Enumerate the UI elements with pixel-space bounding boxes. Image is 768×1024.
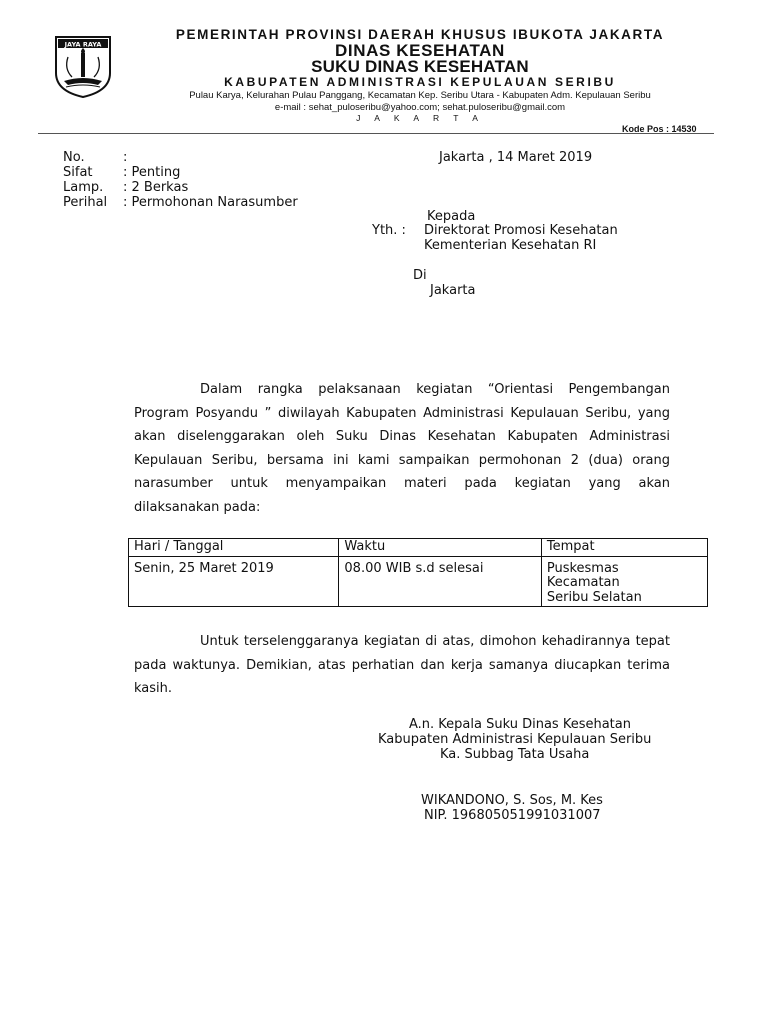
header-address: Pulau Karya, Kelurahan Pulau Panggang, Kecamatan Kep. Seribu Utara - Kabupaten Adm. Kepulauan Seribu [189,90,651,101]
header-department: DINAS KESEHATAN [335,41,505,60]
recipient-place: Jakarta [430,283,476,298]
sifat-label: Sifat [63,165,93,180]
perihal-value: : Permohonan Narasumber [123,195,298,210]
header-sub-department: SUKU DINAS KESEHATAN [311,57,529,76]
yth-label: Yth. : [372,223,406,238]
perihal-label: Perihal [63,195,108,210]
header-regency: KABUPATEN ADMINISTRASI KEPULAUAN SERIBU [224,75,616,89]
signature-line-1: A.n. Kepala Suku Dinas Kesehatan [409,717,631,732]
schedule-day: Senin, 25 Maret 2019 [129,556,339,607]
paragraph-line: dilaksanakan pada: [134,499,261,515]
schedule-time: 08.00 WIB s.d selesai [339,556,541,607]
schedule-table [128,538,708,607]
signature-line-2: Kabupaten Administrasi Kepulauan Seribu [378,732,652,747]
paragraph-line: Kepulauan Seribu, bersama ini kami sampaikan permohonan 2 (dua) orang [134,452,670,468]
no-label: No. [63,150,85,165]
signature-line-3: Ka. Subbag Tata Usaha [440,747,590,762]
letter-date: Jakarta , 14 Maret 2019 [439,150,593,165]
schedule-place-line: Seribu Selatan [546,589,642,605]
header-city: J A K A R T A [356,113,484,123]
kepada-label: Kepada [427,209,476,224]
signatory-nip: NIP. 196805051991031007 [424,808,601,823]
paragraph-line: akan diselenggarakan oleh Suku Dinas Kesehatan Kabupaten Administrasi [134,429,670,444]
paragraph-line: Dalam rangka pelaksanaan kegiatan “Orientasi Pengembangan [200,382,670,397]
header-government: PEMERINTAH PROVINSI DAERAH KHUSUS IBUKOTA JAKARTA [175,27,665,42]
table-header-row [129,539,708,557]
header-email: e-mail : sehat_puloseribu@yahoo.com; sehat.puloseribu@gmail.com [274,102,566,113]
recipient-line-2: Kementerian Kesehatan RI [424,238,597,253]
logo-text: JAYA RAYA [64,40,102,49]
schedule-place-line: Puskesmas [546,560,619,576]
table-header-cell: Hari / Tanggal [129,539,339,557]
lamp-label: Lamp. [63,180,104,195]
body-paragraph-2 [134,630,670,701]
di-label: Di [413,268,427,283]
header-divider [38,133,714,134]
schedule-place-line: Kecamatan [546,575,620,590]
paragraph-line: Program Posyandu ” diwilayah Kabupaten Administrasi Kepulauan Seribu, yang [134,405,670,421]
table-header-cell: Waktu [339,539,541,557]
table-header-cell: Tempat [541,539,707,557]
body-paragraph-1 [134,378,670,519]
paragraph-line: Untuk terselenggaranya kegiatan di atas, dimohon kehadirannya tepat [200,634,670,649]
jaya-raya-emblem-icon [52,33,114,99]
lamp-value: : 2 Berkas [123,180,189,195]
schedule-place [541,556,707,607]
paragraph-line: kasih. [134,681,173,696]
paragraph-line: pada waktunya. Demikian, atas perhatian dan kerja samanya diucapkan terima [134,657,670,673]
signatory-name: WIKANDONO, S. Sos, M. Kes [421,793,603,808]
paragraph-line: narasumber untuk menyampaikan materi pada kegiatan yang akan [134,476,670,491]
postal-code: Kode Pos : 14530 [622,124,697,134]
no-value: : [123,150,128,165]
recipient-line-1: Direktorat Promosi Kesehatan [424,223,618,238]
table-row [129,556,708,607]
sifat-value: : Penting [123,165,181,180]
